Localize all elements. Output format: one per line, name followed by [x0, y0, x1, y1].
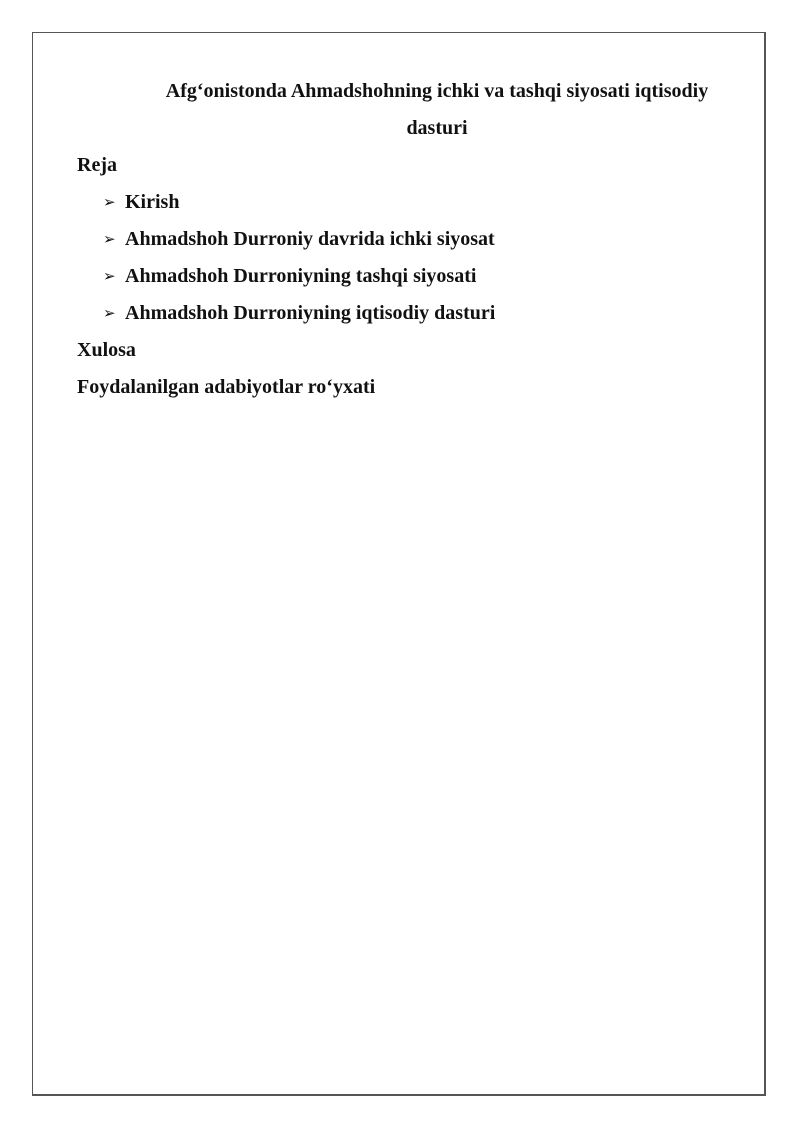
plan-heading: Reja [77, 154, 117, 176]
arrow-bullet-icon: ➢ [103, 230, 116, 248]
plan-item-label: Ahmadshoh Durroniy davrida ichki siyosat [125, 228, 495, 250]
conclusion-heading: Xulosa [77, 339, 136, 361]
arrow-bullet-icon: ➢ [103, 193, 116, 211]
plan-item-label: Ahmadshoh Durroniyning iqtisodiy dasturi [125, 302, 496, 324]
references-heading: Foydalanilgan adabiyotlar ro‘yxati [77, 376, 376, 398]
arrow-bullet-icon: ➢ [103, 304, 116, 322]
title-line-1: Afg‘onistonda Ahmadshohning ichki va tashqi siyosati iqtisodiy [165, 80, 709, 102]
document-content [77, 73, 737, 406]
document-title [77, 73, 737, 147]
title-line-2: dasturi [406, 117, 468, 139]
list-item [103, 258, 737, 295]
plan-item-label: Kirish [125, 191, 180, 213]
document-page [32, 32, 766, 1096]
list-item [103, 221, 737, 258]
plan-list [77, 184, 737, 332]
list-item [103, 184, 737, 221]
arrow-bullet-icon: ➢ [103, 267, 116, 285]
plan-item-label: Ahmadshoh Durroniyning tashqi siyosati [125, 265, 477, 287]
list-item [103, 295, 737, 332]
